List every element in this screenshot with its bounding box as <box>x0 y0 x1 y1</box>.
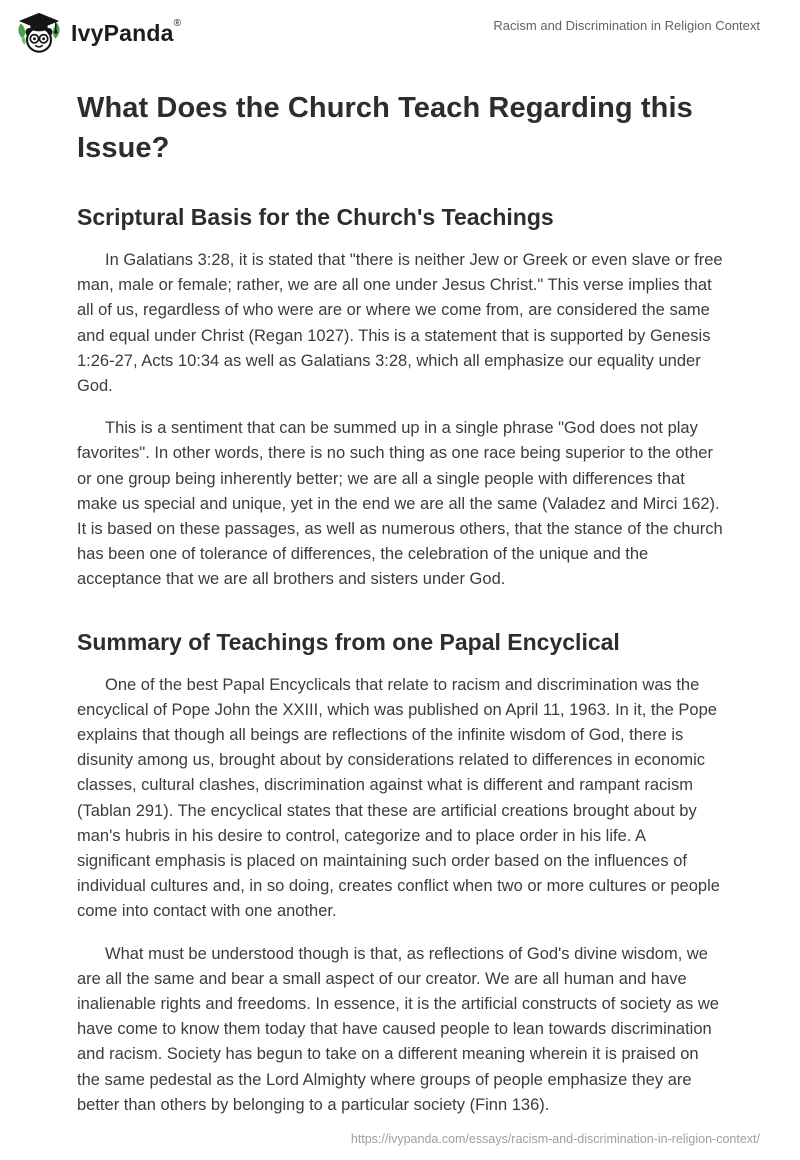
document-title: Racism and Discrimination in Religion Context <box>493 18 760 33</box>
section-heading-papal-encyclical: Summary of Teachings from one Papal Encyclical <box>77 628 620 655</box>
paragraph: One of the best Papal Encyclicals that relate to racism and discrimination was the encyclical of Pope John the XXIII, which was published on April 11, 1963. In it, the Pope explains that though all beings are reflections of the infinite wisdom of God, there is disunity among us, brought about by considerations related to differences in economic classes, cultural clashes, discrimination against what is different and rampant racism (Tablan 291). The encyclical states that these are artificial creations brought about by man's hubris in his desire to control, categorize and to place order in his life. A significant emphasis is placed on maintaining such order based on the influences of individual cultures and, in so doing, creates conflict when two or more cultures or people come into contact with one another. <box>77 675 720 921</box>
section-heading-scriptural-basis: Scriptural Basis for the Church's Teachings <box>77 204 554 230</box>
page-title: What Does the Church Teach Regarding this Issue? <box>77 92 693 164</box>
brand-name: IvyPanda® <box>71 17 182 46</box>
paragraph: In Galatians 3:28, it is stated that "there is neither Jew or Greek or even slave or free man, male or female; rather, we are all one under Jesus Christ." This verse implies that all of us, regardless of who were are or where we come from, are considered the same and equal under Christ (Regan 1027). This is a statement that is supported by Genesis 1:26-27, Acts 10:34 as well as Galatians 3:28, which all emphasize our equality under God. <box>77 251 723 396</box>
registered-mark: ® <box>173 17 182 29</box>
article-body <box>0 88 800 1118</box>
footer <box>351 1130 760 1148</box>
ivypanda-mascot-icon <box>16 10 62 56</box>
header <box>0 0 800 62</box>
paragraph: What must be understood though is that, as reflections of God's divine wisdom, we are all the same and bear a small aspect of our creator. We are all human and have inalienable rights and freedoms. In essence, it is the artificial constructs of society as we have come to know them today that have caused people to lean towards discrimination and racism. Society has begun to take on a different meaning wherein it is praised on the same pedestal as the Lord Almighty where groups of people emphasize they are better than others by belonging to a particular society (Finn 136). <box>77 944 719 1114</box>
source-url-link[interactable]: https://ivypanda.com/essays/racism-and-discrimination-in-religion-context/ <box>350 1132 760 1146</box>
brand-logo-link[interactable] <box>16 10 181 56</box>
paragraph: This is a sentiment that can be summed up in a single phrase "God does not play favorites". In other words, there is no such thing as one race being superior to the other or one group being inherently better; we are all a single people with differences that make us special and unique, yet in the end we are all the same (Valadez and Mirci 162). It is based on these passages, as well as numerous others, that the stance of the church has been one of tolerance of differences, the celebration of the unique and the acceptance that we are all brothers and sisters under God. <box>77 419 723 589</box>
